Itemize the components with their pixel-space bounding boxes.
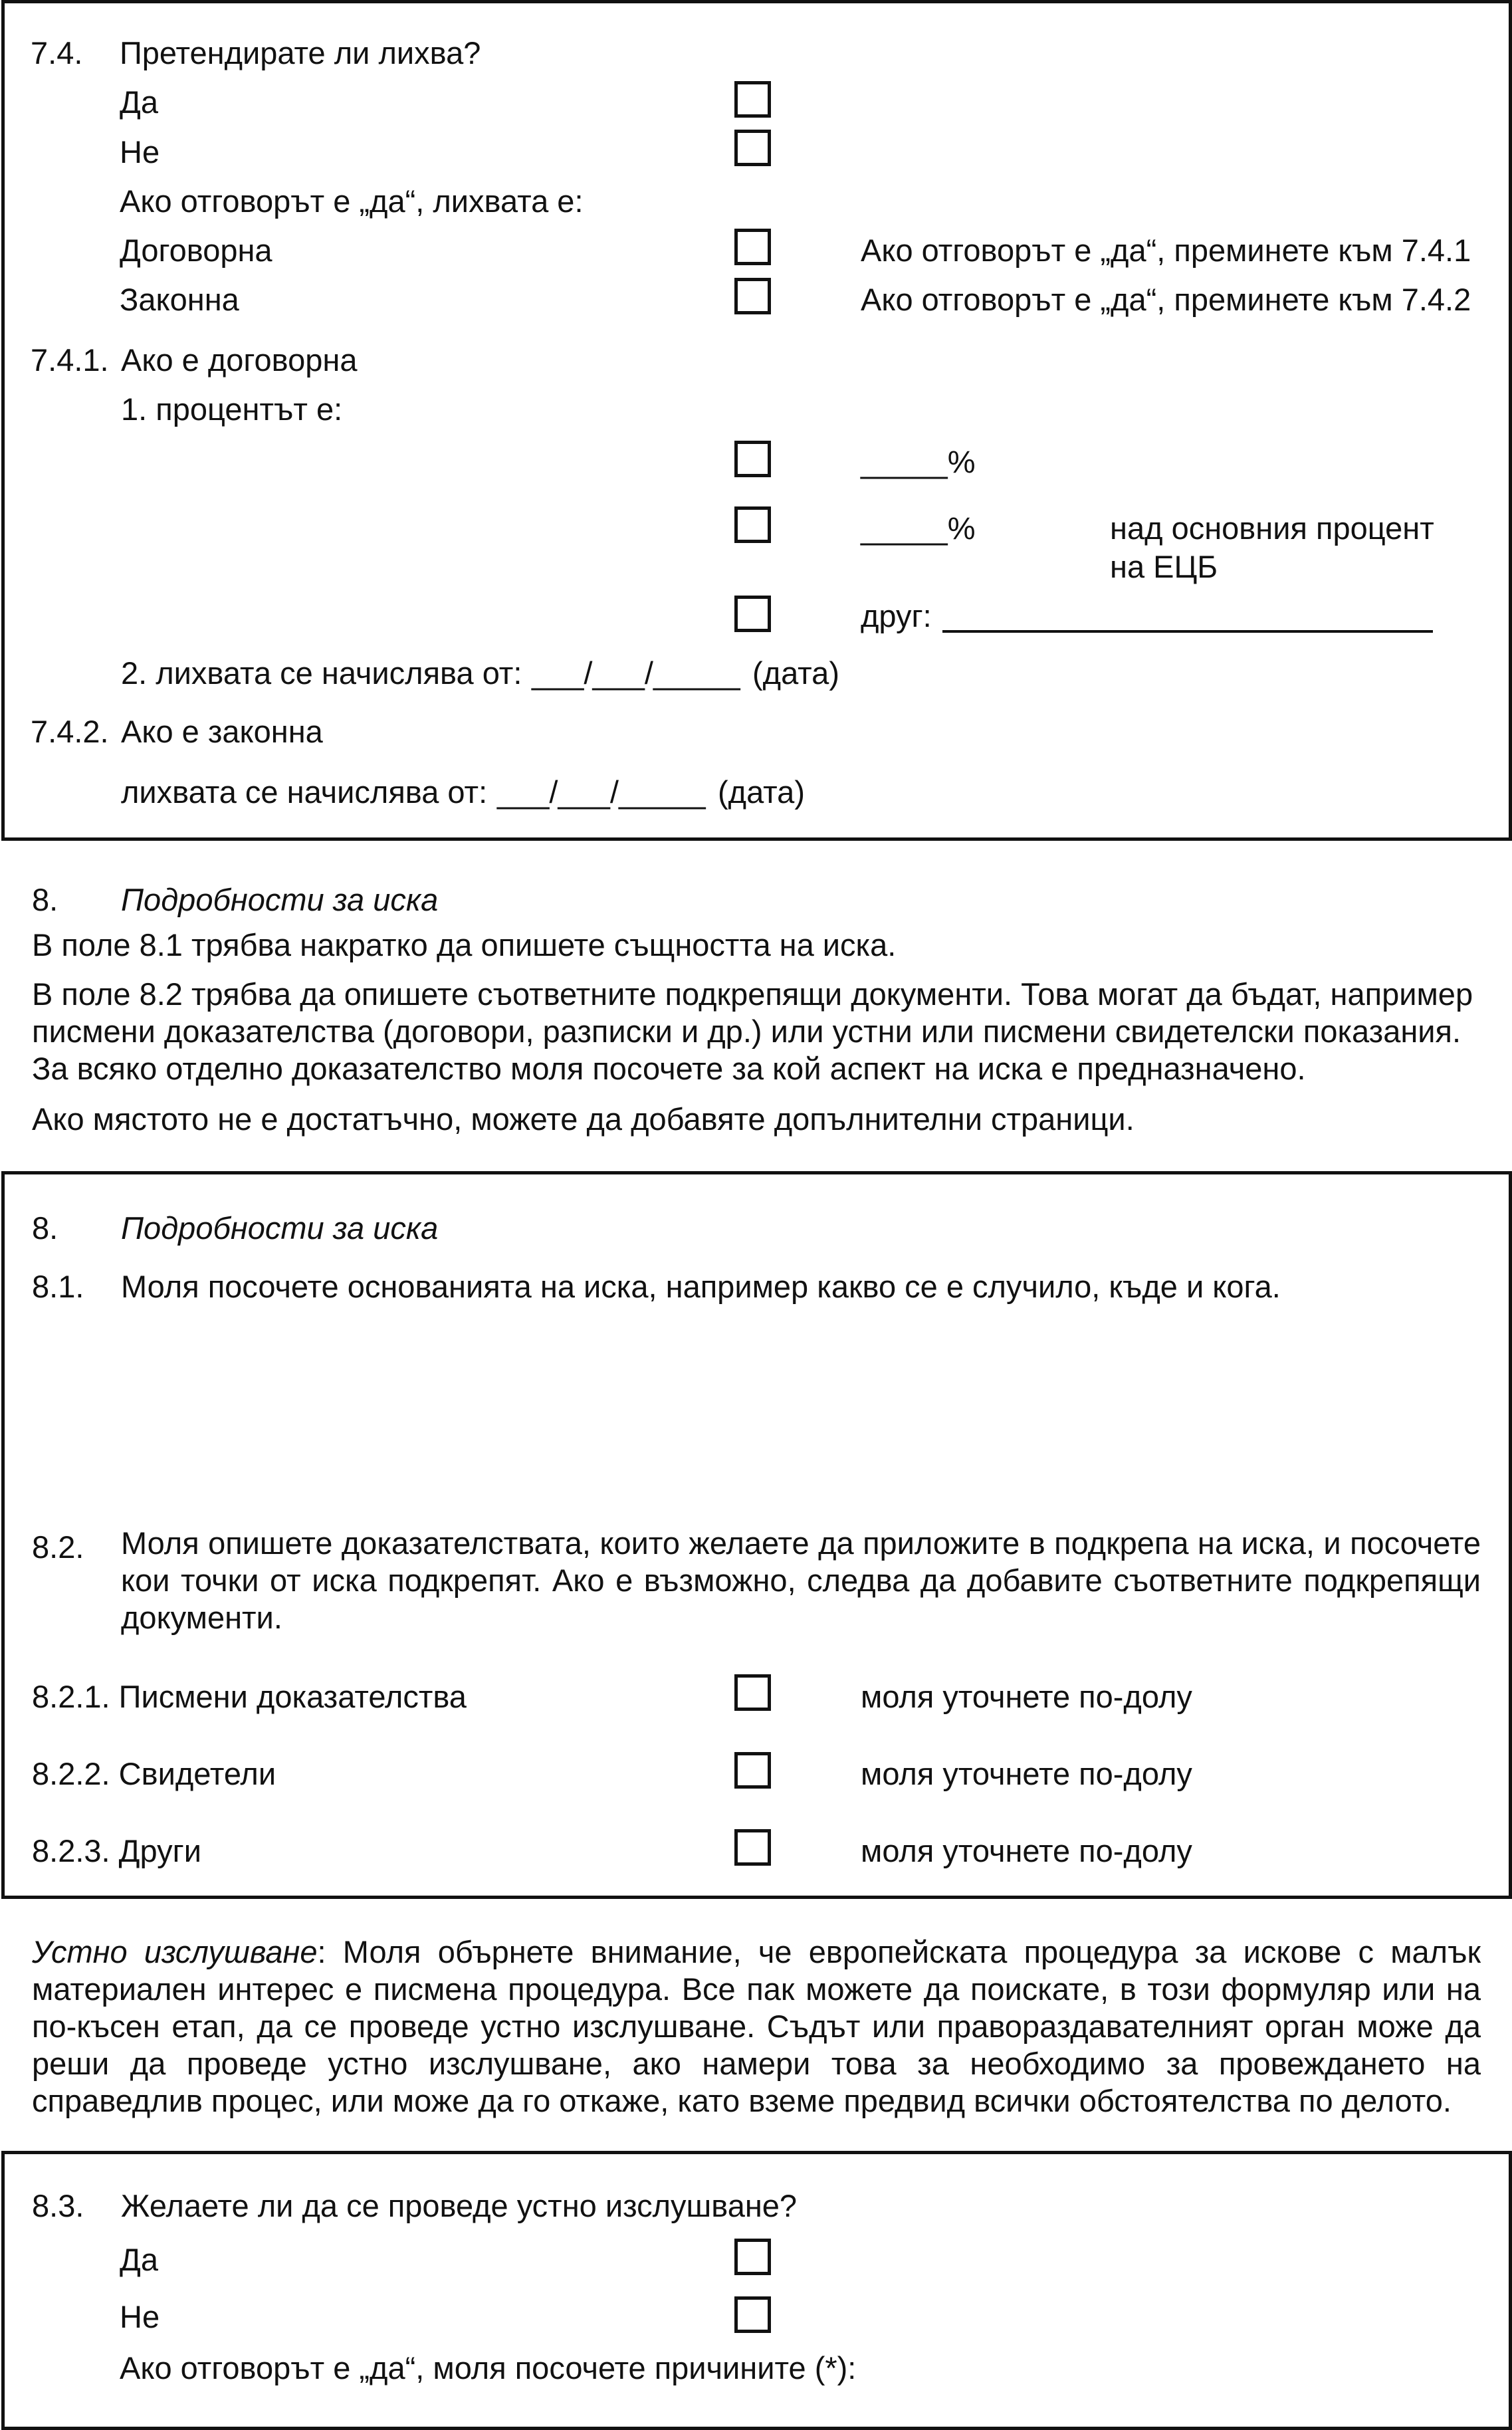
rate-other-label: друг: <box>861 598 932 633</box>
section-8-title: Подробности за иска <box>121 1210 439 1246</box>
evidence-written-checkbox[interactable] <box>734 1674 771 1711</box>
interest-no-checkbox[interactable] <box>734 130 771 166</box>
claim-grounds-input-area[interactable] <box>121 1313 1477 1512</box>
item-8-1-number: 8.1. <box>32 1269 84 1304</box>
oral-hearing-reasons-label: Ако отговорът е „да“, моля посочете причините (*): <box>120 2350 857 2385</box>
evidence-other-checkbox[interactable] <box>734 1829 771 1866</box>
section-7-4-2-title: Ако е законна <box>121 714 323 749</box>
statutory-accrual-label: лихвата се начислява от: <box>121 774 488 810</box>
evidence-witnesses-note: моля уточнете по-долу <box>861 1756 1192 1791</box>
rate-label: 1. процентът е: <box>121 391 343 427</box>
statutory-interest-label: Законна <box>120 282 239 317</box>
item-8-2-number: 8.2. <box>32 1529 84 1565</box>
statutory-accrual-date-suffix: (дата) <box>718 774 805 810</box>
rate-fixed-field[interactable] <box>861 446 976 477</box>
interest-no-label: Не <box>120 134 160 169</box>
item-8-2-text: Моля опишете доказателствата, които желаете да приложите в подкрепа на иска, и посочете кои точки от иска подкрепят. Ако е възможно, следва да добавите съответните подкрепящи документи. <box>121 1525 1481 1635</box>
statutory-accrual-date-field[interactable]: ___/___/_____ <box>497 774 706 810</box>
section-8-3-question: Желаете ли да се проведе устно изслушване? <box>121 2188 798 2223</box>
contractual-interest-checkbox[interactable] <box>734 229 771 265</box>
contractual-accrual-date-suffix: (дата) <box>752 655 839 691</box>
section-7-4-1-title: Ако е договорна <box>121 342 358 378</box>
interest-type-prompt: Ако отговорът е „да“, лихвата е: <box>120 183 584 219</box>
contractual-interest-label: Договорна <box>120 233 272 268</box>
item-8-1-text: Моля посочете основанията на иска, например какво се е случило, къде и кога. <box>121 1269 1281 1304</box>
rate-fixed-blank: _____ <box>861 444 948 479</box>
oral-hearing-no-checkbox[interactable] <box>734 2296 771 2333</box>
rate-over-ecb-note-line1: над основния процент <box>1110 510 1434 546</box>
section-8-intro-paragraph-1: В поле 8.1 трябва накратко да опишете същността на иска. <box>32 927 897 962</box>
oral-hearing-no-label: Не <box>120 2299 160 2334</box>
rate-fixed-checkbox[interactable] <box>734 441 771 477</box>
evidence-witnesses-label: 8.2.2. Свидетели <box>32 1756 276 1791</box>
oral-hearing-note <box>32 1933 1481 2120</box>
statutory-interest-checkbox[interactable] <box>734 278 771 314</box>
rate-over-ecb-suffix: % <box>947 510 976 546</box>
statutory-interest-note: Ако отговорът е „да“, преминете към 7.4.2 <box>861 282 1471 317</box>
section-7-4-number: 7.4. <box>31 35 83 70</box>
oral-hearing-note-text: : Моля обърнете внимание, че европейската процедура за искове с малък материален интерес е писмена процедура. Все пак можете да поискате, в този формуляр или на по-късен етап, да се проведе устно изслушване. Съдът или правораздавателният орган може да реши да проведе устно изслушване, ако намери това за необходимо за провеждането на справедлив процес, или може да го откаже, като вземе предвид всички обстоятелства по делото. <box>32 1934 1481 2118</box>
evidence-other-label: 8.2.3. Други <box>32 1833 201 1868</box>
rate-fixed-suffix: % <box>947 444 976 479</box>
section-7-4-question: Претендирате ли лихва? <box>120 35 481 70</box>
contractual-accrual-date-field[interactable]: ___/___/_____ <box>532 655 740 691</box>
section-8-intro-paragraph-2: В поле 8.2 трябва да опишете съответните подкрепящи документи. Това могат да бъдат, например писмени доказателства (договори, разписки и др.) или устни или писмени свидетелски показания. За всяко отделно доказателство моля посочете за кой аспект на иска е предназначено. <box>32 976 1473 1086</box>
rate-over-ecb-blank: _____ <box>861 510 948 546</box>
oral-hearing-yes-checkbox[interactable] <box>734 2239 771 2275</box>
rate-over-ecb-note-line2: на ЕЦБ <box>1110 549 1218 584</box>
interest-yes-checkbox[interactable] <box>734 81 771 118</box>
section-8-intro-paragraph-3: Ако мястото не е достатъчно, можете да добавяте допълнителни страници. <box>32 1101 1134 1137</box>
evidence-written-label: 8.2.1. Писмени доказателства <box>32 1679 467 1714</box>
evidence-witnesses-checkbox[interactable] <box>734 1752 771 1789</box>
section-8-3-number: 8.3. <box>32 2188 84 2223</box>
evidence-written-note: моля уточнете по-долу <box>861 1679 1192 1714</box>
section-7-4-1-number: 7.4.1. <box>31 342 109 378</box>
interest-yes-label: Да <box>120 84 158 120</box>
contractual-accrual-label: 2. лихвата се начислява от: <box>121 655 522 691</box>
oral-hearing-yes-label: Да <box>120 2242 158 2277</box>
section-8-intro-number: 8. <box>32 882 58 917</box>
rate-other-input-line[interactable] <box>942 602 1433 633</box>
rate-over-ecb-checkbox[interactable] <box>734 506 771 543</box>
evidence-other-note: моля уточнете по-долу <box>861 1833 1192 1868</box>
oral-hearing-note-lead: Устно изслушване <box>32 1934 318 1969</box>
section-7-4-2-number: 7.4.2. <box>31 714 109 749</box>
contractual-interest-note: Ако отговорът е „да“, преминете към 7.4.1 <box>861 233 1471 268</box>
rate-over-ecb-field[interactable] <box>861 512 976 544</box>
section-8-intro-title: Подробности за иска <box>121 882 439 917</box>
section-8-number: 8. <box>32 1210 58 1246</box>
rate-other-checkbox[interactable] <box>734 596 771 632</box>
